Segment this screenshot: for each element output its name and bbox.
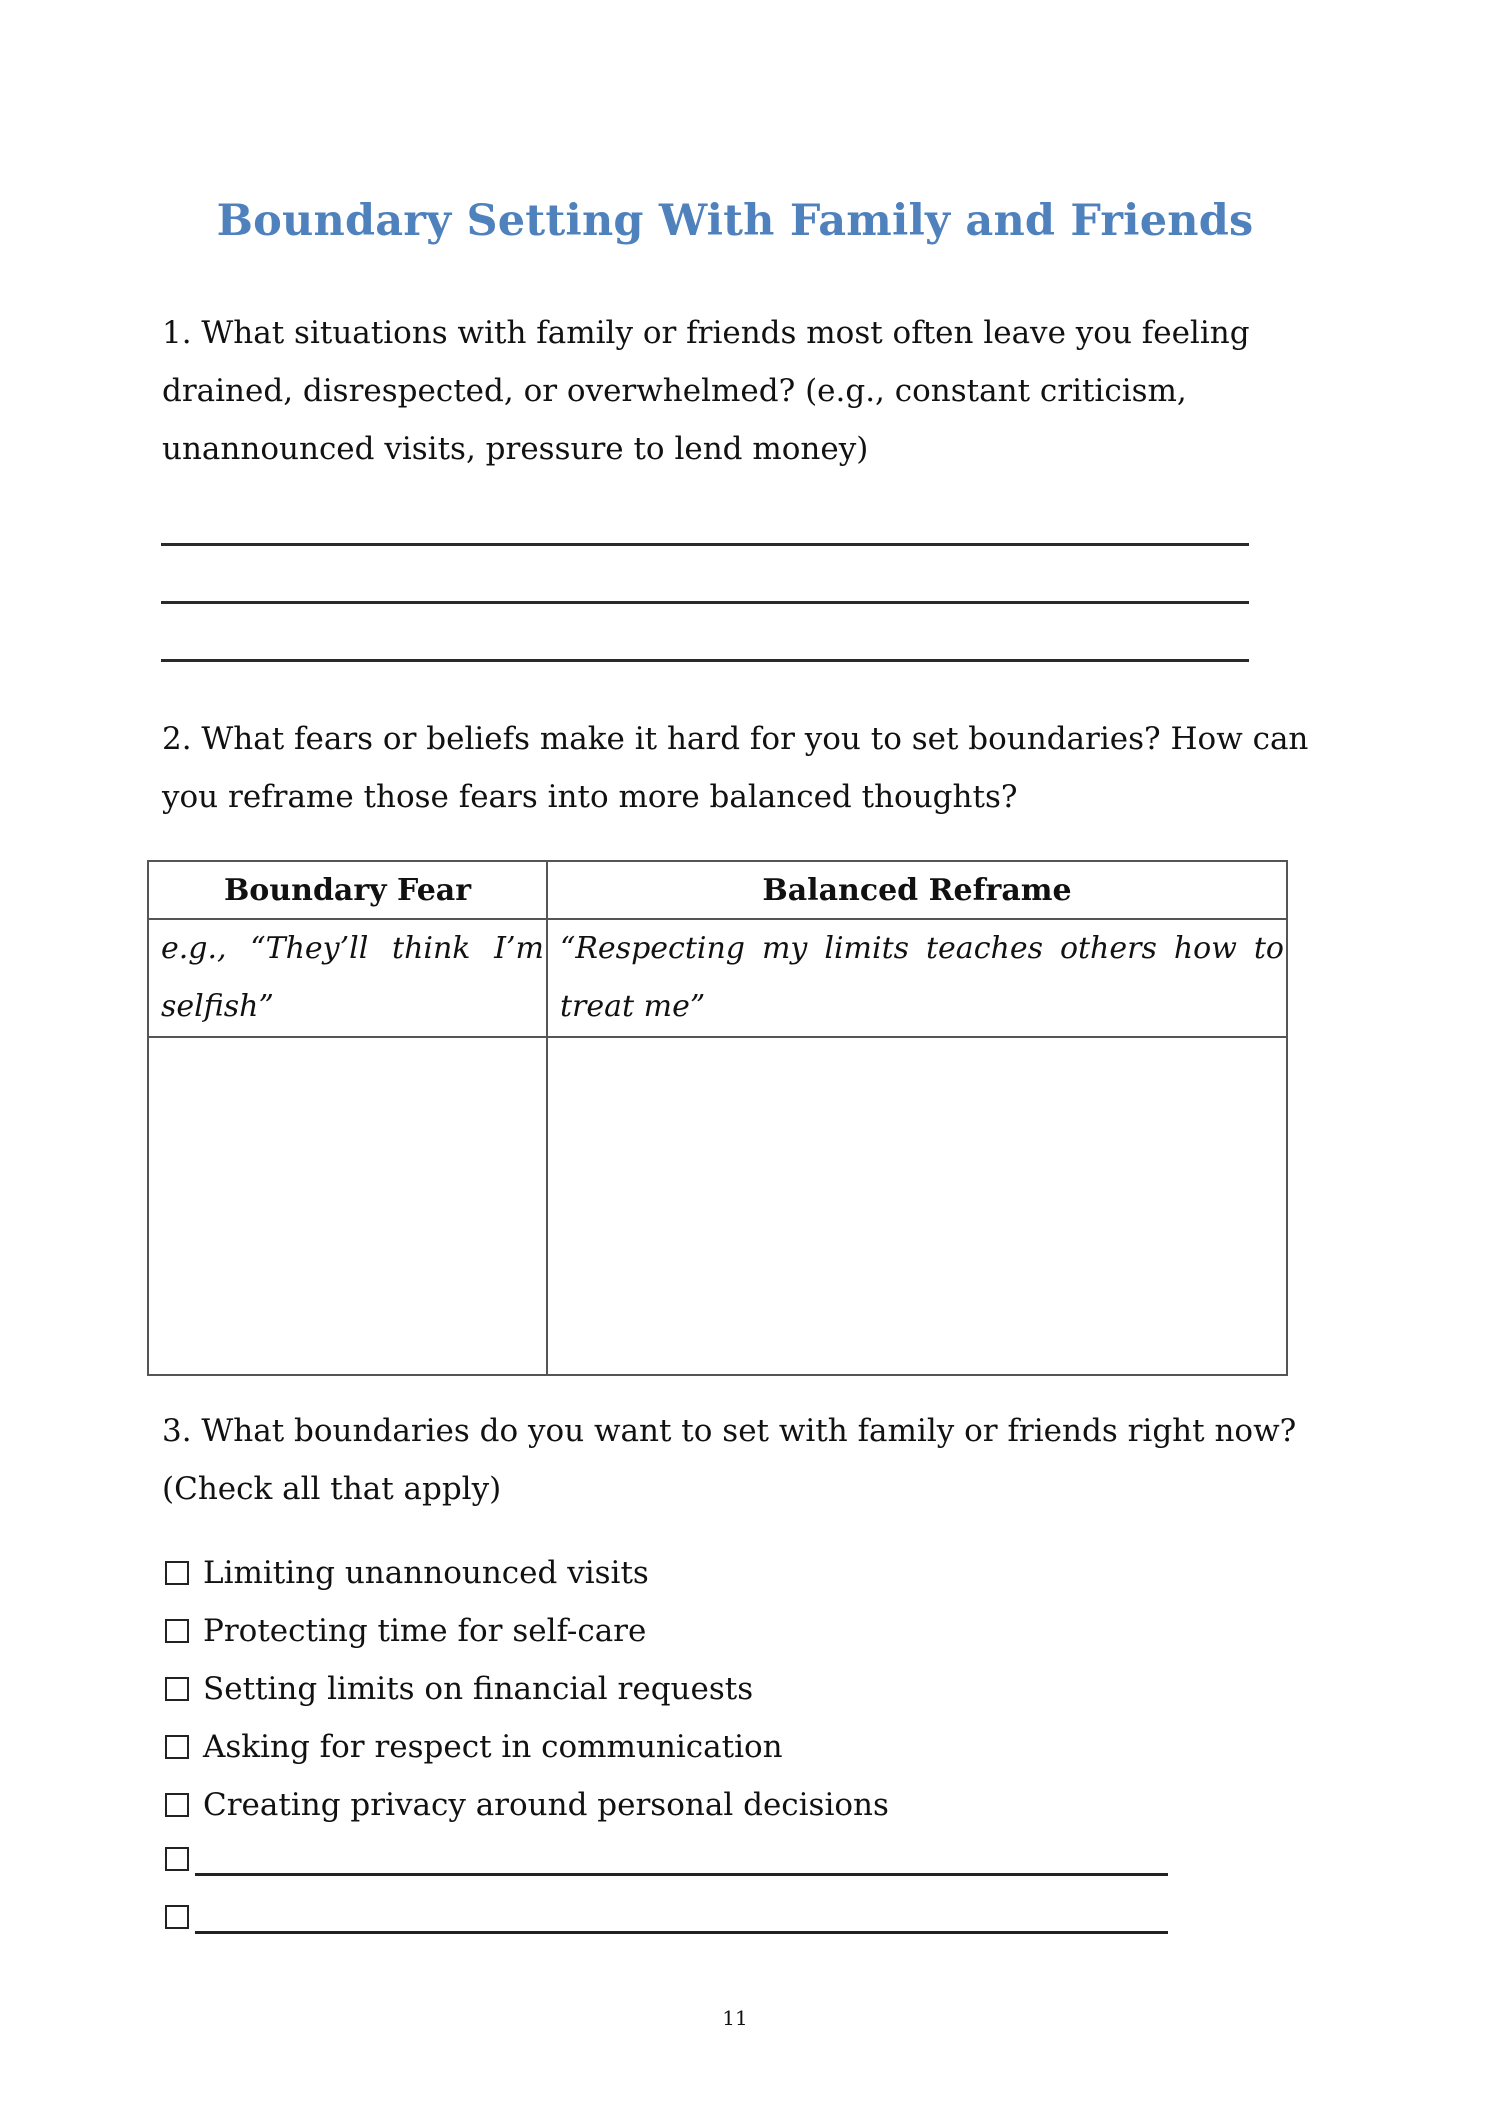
question-2-line-1: 2. What fears or beliefs make it hard for you to set boundaries? How can <box>162 721 1309 757</box>
table-row-example <box>148 919 1287 1037</box>
question-2-line-2: you reframe those fears into more balanced thoughts? <box>162 779 1018 815</box>
checkbox-option-custom-1[interactable] <box>165 1847 191 1873</box>
checkbox-icon[interactable] <box>165 1677 189 1701</box>
page-title: Boundary Setting With Family and Friends <box>216 196 1254 246</box>
example-reframe-cell: “Respecting my limits teaches others how to treat me” <box>547 919 1287 1037</box>
header-boundary-fear: Boundary Fear <box>148 861 547 919</box>
checkbox-option-custom-2[interactable] <box>165 1905 191 1931</box>
blank-fear-cell[interactable] <box>148 1037 547 1375</box>
question-1-answer-line-1[interactable] <box>161 543 1249 546</box>
checkbox-option-self-care[interactable] <box>165 1611 646 1651</box>
question-1-line-1: 1. What situations with family or friends most often leave you feeling <box>162 315 1250 351</box>
checkbox-icon[interactable] <box>165 1847 189 1871</box>
checkbox-option-privacy[interactable] <box>165 1785 889 1825</box>
checkbox-icon[interactable] <box>165 1735 189 1759</box>
example-fear-cell: e.g., “They’ll think I’m selfish” <box>148 919 547 1037</box>
fear-reframe-table <box>147 860 1288 1376</box>
checkbox-option-respect-communication[interactable] <box>165 1727 783 1767</box>
checkbox-icon[interactable] <box>165 1793 189 1817</box>
checkbox-label: Protecting time for self-care <box>203 1613 647 1649</box>
question-3-line-2: (Check all that apply) <box>162 1471 502 1507</box>
checkbox-icon[interactable] <box>165 1561 189 1585</box>
question-1-line-3: unannounced visits, pressure to lend money) <box>162 431 869 467</box>
checkbox-option-limiting-visits[interactable] <box>165 1553 649 1593</box>
page-number: 11 <box>722 2006 748 2030</box>
checkbox-label: Asking for respect in communication <box>203 1729 783 1765</box>
question-1-answer-line-3[interactable] <box>161 659 1249 662</box>
checkbox-label: Setting limits on financial requests <box>203 1671 754 1707</box>
question-1-line-2: drained, disrespected, or overwhelmed? (e.g., constant criticism, <box>162 373 1187 409</box>
checkbox-icon[interactable] <box>165 1619 189 1643</box>
checkbox-label: Limiting unannounced visits <box>203 1555 649 1591</box>
blank-reframe-cell[interactable] <box>547 1037 1287 1375</box>
header-balanced-reframe: Balanced Reframe <box>547 861 1287 919</box>
table-header-row <box>148 861 1287 919</box>
question-1-answer-line-2[interactable] <box>161 601 1249 604</box>
custom-option-line-2[interactable] <box>195 1931 1168 1934</box>
checkbox-label: Creating privacy around personal decisions <box>203 1787 889 1823</box>
question-3-line-1: 3. What boundaries do you want to set with family or friends right now? <box>162 1413 1297 1449</box>
custom-option-line-1[interactable] <box>195 1873 1168 1876</box>
table-row-blank[interactable] <box>148 1037 1287 1375</box>
checkbox-icon[interactable] <box>165 1905 189 1929</box>
checkbox-option-financial-limits[interactable] <box>165 1669 753 1709</box>
